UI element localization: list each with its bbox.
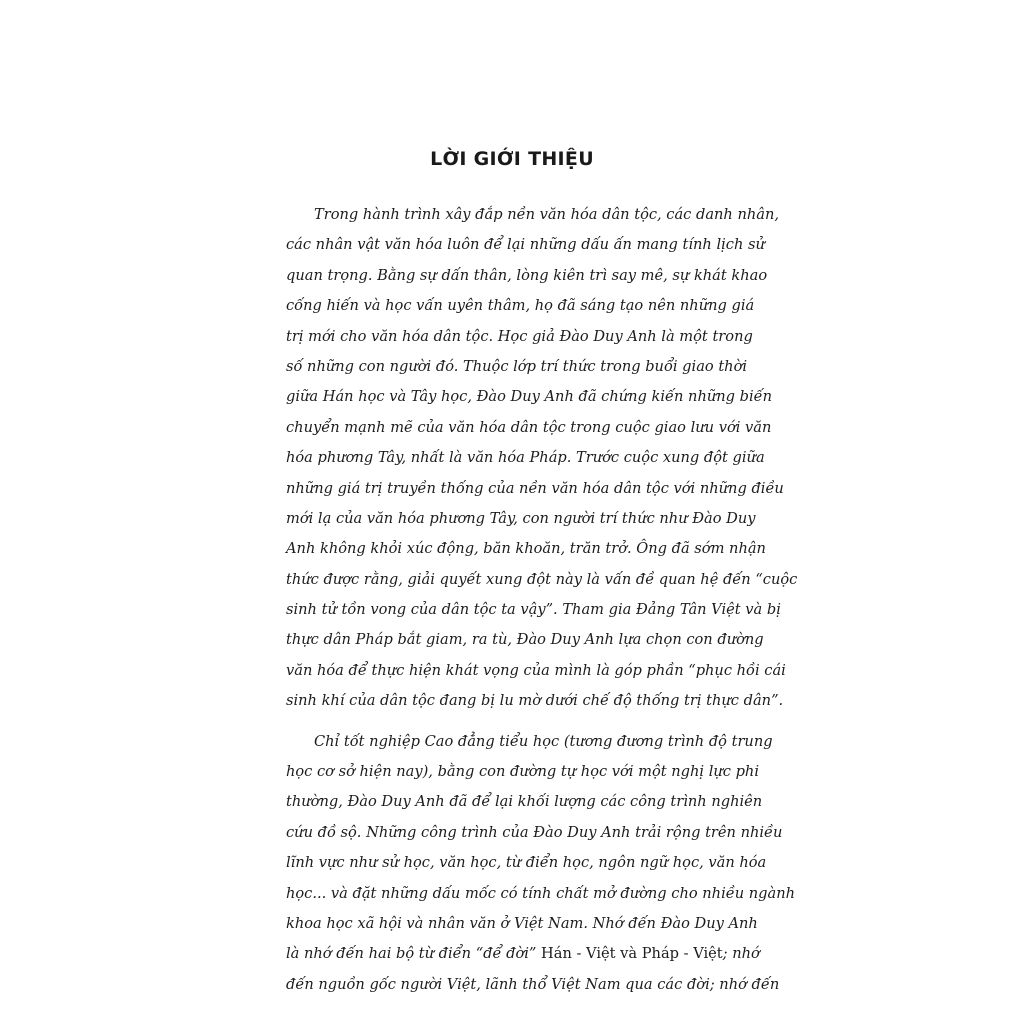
text-segment: ; nhớ (722, 945, 760, 963)
text-line: số những con người đó. Thuộc lớp trí thức trong buổi giao thời (286, 357, 748, 375)
text-line: các nhân vật văn hóa luôn để lại những dấu ấn mang tính lịch sử (286, 236, 765, 254)
text-line: những giá trị truyền thống của nền văn hóa dân tộc với những điều (286, 479, 784, 497)
paragraph-2 (286, 727, 795, 1001)
page-title: LỜI GIỚI THIỆU (430, 148, 594, 170)
text-line: hóa phương Tây, nhất là văn hóa Pháp. Trước cuộc xung đột giữa (286, 449, 765, 467)
text-line: đến nguồn gốc người Việt, lãnh thổ Việt Nam qua các đời; nhớ đến (286, 975, 780, 993)
text-line: mới lạ của văn hóa phương Tây, con người trí thức như Đào Duy (286, 509, 756, 527)
text-line: trị mới cho văn hóa dân tộc. Học giả Đào Duy Anh là một trong (286, 327, 753, 345)
text-line: lĩnh vực như sử học, văn học, từ điển học, ngôn ngữ học, văn hóa (286, 854, 767, 872)
text-line: chuyển mạnh mẽ của văn hóa dân tộc trong cuộc giao lưu với văn (286, 418, 772, 436)
text-line: thường, Đào Duy Anh đã để lại khối lượng các công trình nghiên (286, 793, 763, 811)
text-line: cứu đồ sộ. Những công trình của Đào Duy Anh trải rộng trên nhiều (286, 823, 783, 841)
text-line: học cơ sở hiện nay), bằng con đường tự học với một nghị lực phi (286, 763, 759, 781)
text-line: giữa Hán học và Tây học, Đào Duy Anh đã chứng kiến những biến (286, 388, 773, 406)
text-line: cống hiến và học vấn uyên thâm, họ đã sáng tạo nên những giá (286, 297, 755, 315)
text-line: Chỉ tốt nghiệp Cao đẳng tiểu học (tương đương trình độ trung (314, 732, 773, 750)
paragraph-spacer (286, 717, 772, 727)
text-line: văn hóa để thực hiện khát vọng của mình là góp phần “phục hồi cái (286, 661, 786, 679)
text-line: học... và đặt những dấu mốc có tính chất mở đường cho nhiều ngành (286, 884, 795, 902)
text-line: thực dân Pháp bắt giam, ra tù, Đào Duy Anh lựa chọn con đường (286, 631, 764, 649)
text-line: thức được rằng, giải quyết xung đột này là vấn đề quan hệ đến “cuộc (286, 570, 798, 588)
text-segment: là nhớ đến hai bộ từ điển “để đời” (286, 945, 542, 963)
text-line: sinh khí của dân tộc đang bị lu mờ dưới chế độ thống trị thực dân”. (286, 692, 784, 710)
text-line: khoa học xã hội và nhân văn ở Việt Nam. Nhớ đến Đào Duy Anh (286, 914, 758, 932)
text-line: quan trọng. Bằng sự dấn thân, lòng kiên trì say mê, sự khát khao (286, 266, 768, 284)
body-text (286, 200, 798, 1000)
dictionary-titles: Hán - Việt và Pháp - Việt (541, 945, 723, 963)
text-line: Anh không khỏi xúc động, băn khoăn, trăn trở. Ông đã sớm nhận (286, 540, 766, 558)
paragraph-1 (286, 200, 798, 717)
text-line: Trong hành trình xây đắp nền văn hóa dân tộc, các danh nhân, (314, 206, 780, 223)
text-line-mixed (286, 939, 772, 969)
text-line: sinh tử tồn vong của dân tộc ta vậy”. Tham gia Đảng Tân Việt và bị (286, 601, 781, 619)
